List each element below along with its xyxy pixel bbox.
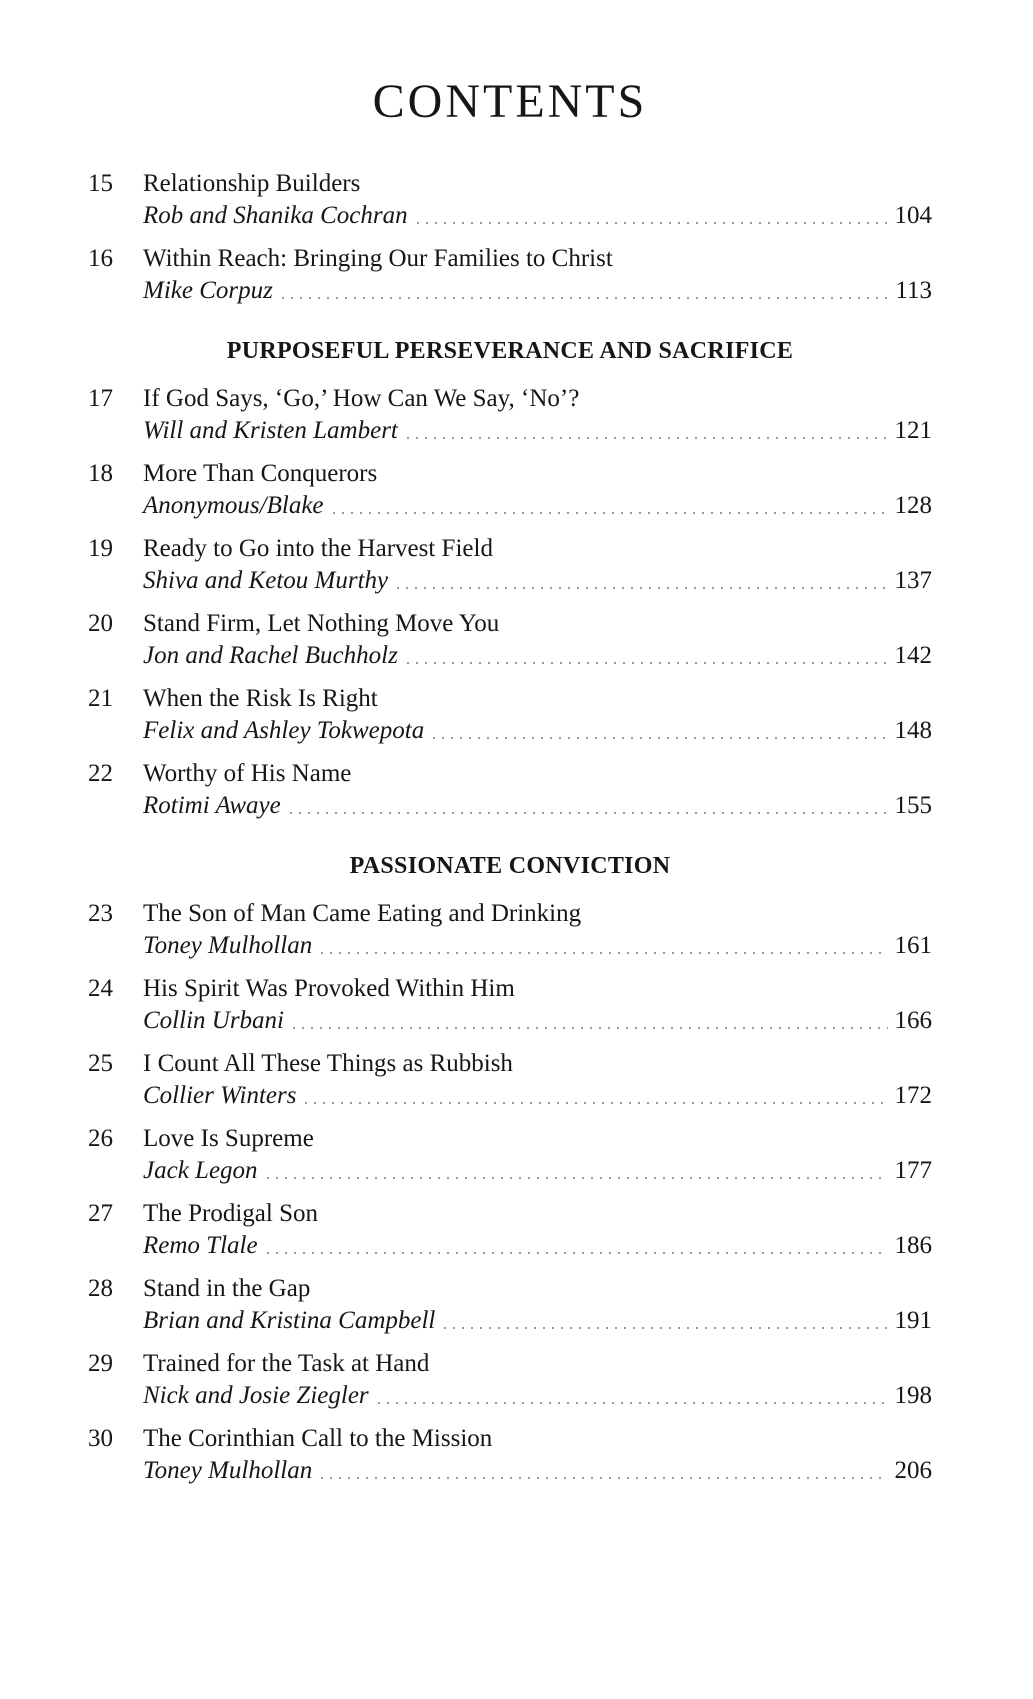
entry-title-line: [88, 898, 932, 930]
section-heading: PASSIONATE CONVICTION: [349, 853, 671, 879]
entry-author-line: [88, 490, 932, 522]
toc-entry: [88, 1123, 932, 1187]
chapter-title: His Spirit Was Provoked Within Him: [143, 975, 515, 1002]
toc-entry: [88, 1423, 932, 1487]
chapter-number: 24: [88, 975, 113, 1002]
entry-author-line: [88, 565, 932, 597]
dot-leader: [407, 662, 888, 664]
chapter-author: Shiva and Ketou Murthy: [143, 567, 389, 594]
toc-group: [88, 337, 932, 822]
toc-entry: [88, 973, 932, 1037]
entry-title-line: [88, 608, 932, 640]
entry-author-line: [88, 930, 932, 962]
chapter-number: 19: [88, 535, 113, 562]
toc-entry: [88, 608, 932, 672]
chapter-author: Rotimi Awaye: [143, 792, 281, 819]
chapter-number: 25: [88, 1050, 113, 1077]
page-number: 121: [894, 417, 932, 444]
toc-entry: [88, 898, 932, 962]
toc-entry: [88, 533, 932, 597]
entry-title-line: [88, 168, 932, 200]
chapter-author: Jon and Rachel Buchholz: [143, 642, 398, 669]
chapter-author: Collier Winters: [143, 1082, 297, 1109]
page-number: 161: [894, 932, 932, 959]
dot-leader: [433, 737, 887, 739]
chapter-author: Remo Tlale: [143, 1232, 258, 1259]
chapter-title: The Prodigal Son: [143, 1200, 318, 1227]
chapter-title: Love Is Supreme: [143, 1125, 314, 1152]
entry-author-line: [88, 715, 932, 747]
page-number: 191: [894, 1307, 932, 1334]
entry-title-line: [88, 1273, 932, 1305]
page-number: 128: [894, 492, 932, 519]
dot-leader: [290, 812, 888, 814]
toc-entry: [88, 1273, 932, 1337]
toc-entry: [88, 758, 932, 822]
entry-author-line: [88, 200, 932, 232]
chapter-author: Anonymous/Blake: [143, 492, 324, 519]
entry-title-line: [88, 458, 932, 490]
entry-title-line: [88, 973, 932, 1005]
chapter-title: More Than Conquerors: [143, 460, 378, 487]
entry-title-line: [88, 383, 932, 415]
page-number: 172: [894, 1082, 932, 1109]
chapter-number: 22: [88, 760, 113, 787]
chapter-number: 23: [88, 900, 113, 927]
entry-author-line: [88, 1455, 932, 1487]
entry-title-line: [88, 758, 932, 790]
chapter-title: Stand Firm, Let Nothing Move You: [143, 610, 500, 637]
chapter-title: When the Risk Is Right: [143, 685, 378, 712]
chapter-author: Toney Mulhollan: [143, 1457, 313, 1484]
chapter-title: Ready to Go into the Harvest Field: [143, 535, 493, 562]
toc-entry: [88, 1198, 932, 1262]
page-number: 166: [894, 1007, 932, 1034]
entry-author-line: [88, 415, 932, 447]
toc-entry: [88, 243, 932, 307]
dot-leader: [321, 1477, 887, 1479]
dot-leader: [397, 587, 887, 589]
dot-leader: [282, 297, 889, 299]
toc-group: [88, 168, 932, 307]
chapter-author: Felix and Ashley Tokwepota: [143, 717, 425, 744]
page-number: 142: [894, 642, 932, 669]
chapter-number: 18: [88, 460, 113, 487]
page-number: 104: [894, 202, 932, 229]
page-number: 113: [895, 277, 932, 304]
entry-title-line: [88, 533, 932, 565]
page-number: 206: [894, 1457, 932, 1484]
chapter-title: The Corinthian Call to the Mission: [143, 1425, 493, 1452]
entry-title-line: [88, 1123, 932, 1155]
dot-leader: [267, 1177, 888, 1179]
page-number: 186: [894, 1232, 932, 1259]
page-title: CONTENTS: [372, 75, 648, 128]
chapter-author: Will and Kristen Lambert: [143, 417, 398, 444]
chapter-number: 21: [88, 685, 113, 712]
chapter-number: 28: [88, 1275, 113, 1302]
chapter-title: Worthy of His Name: [143, 760, 352, 787]
chapter-author: Toney Mulhollan: [143, 932, 313, 959]
page-number: 155: [894, 792, 932, 819]
entry-title-line: [88, 243, 932, 275]
dot-leader: [305, 1102, 887, 1104]
entry-author-line: [88, 1230, 932, 1262]
chapter-title: Within Reach: Bringing Our Families to Christ: [143, 245, 613, 272]
dot-leader: [267, 1252, 888, 1254]
chapter-author: Nick and Josie Ziegler: [143, 1382, 369, 1409]
chapter-title: Stand in the Gap: [143, 1275, 311, 1302]
toc-group: [88, 852, 932, 1487]
entry-author-line: [88, 640, 932, 672]
chapter-author: Brian and Kristina Campbell: [143, 1307, 436, 1334]
dot-leader: [321, 952, 887, 954]
chapter-title: Relationship Builders: [143, 170, 361, 197]
entry-author-line: [88, 790, 932, 822]
entry-author-line: [88, 275, 932, 307]
chapter-number: 16: [88, 245, 113, 272]
toc-entry: [88, 1048, 932, 1112]
chapter-number: 30: [88, 1425, 113, 1452]
chapter-author: Collin Urbani: [143, 1007, 284, 1034]
entry-author-line: [88, 1080, 932, 1112]
chapter-number: 29: [88, 1350, 113, 1377]
toc-entry: [88, 1348, 932, 1412]
chapter-number: 26: [88, 1125, 113, 1152]
chapter-title: The Son of Man Came Eating and Drinking: [143, 900, 582, 927]
dot-leader: [293, 1027, 888, 1029]
entry-author-line: [88, 1305, 932, 1337]
page-number: 198: [894, 1382, 932, 1409]
entry-author-line: [88, 1005, 932, 1037]
dot-leader: [407, 437, 888, 439]
toc-list: [88, 168, 932, 1487]
chapter-author: Jack Legon: [143, 1157, 258, 1184]
entry-author-line: [88, 1155, 932, 1187]
chapter-title: Trained for the Task at Hand: [143, 1350, 430, 1377]
toc-entry: [88, 458, 932, 522]
toc-entry: [88, 383, 932, 447]
entry-title-line: [88, 1048, 932, 1080]
chapter-author: Rob and Shanika Cochran: [143, 202, 408, 229]
chapter-number: 17: [88, 385, 113, 412]
entry-title-line: [88, 1348, 932, 1380]
entry-title-line: [88, 683, 932, 715]
entry-title-line: [88, 1198, 932, 1230]
chapter-author: Mike Corpuz: [143, 277, 273, 304]
dot-leader: [417, 222, 888, 224]
chapter-number: 27: [88, 1200, 113, 1227]
toc-entry: [88, 168, 932, 232]
chapter-number: 20: [88, 610, 113, 637]
chapter-title: I Count All These Things as Rubbish: [143, 1050, 513, 1077]
section-heading: PURPOSEFUL PERSEVERANCE AND SACRIFICE: [226, 338, 794, 364]
chapter-title: If God Says, ‘Go,’ How Can We Say, ‘No’?: [143, 385, 580, 412]
page-number: 177: [894, 1157, 932, 1184]
dot-leader: [444, 1327, 887, 1329]
toc-entry: [88, 683, 932, 747]
entry-title-line: [88, 1423, 932, 1455]
entry-author-line: [88, 1380, 932, 1412]
page-number: 137: [894, 567, 932, 594]
dot-leader: [378, 1402, 888, 1404]
chapter-number: 15: [88, 170, 113, 197]
page-number: 148: [894, 717, 932, 744]
dot-leader: [333, 512, 888, 514]
